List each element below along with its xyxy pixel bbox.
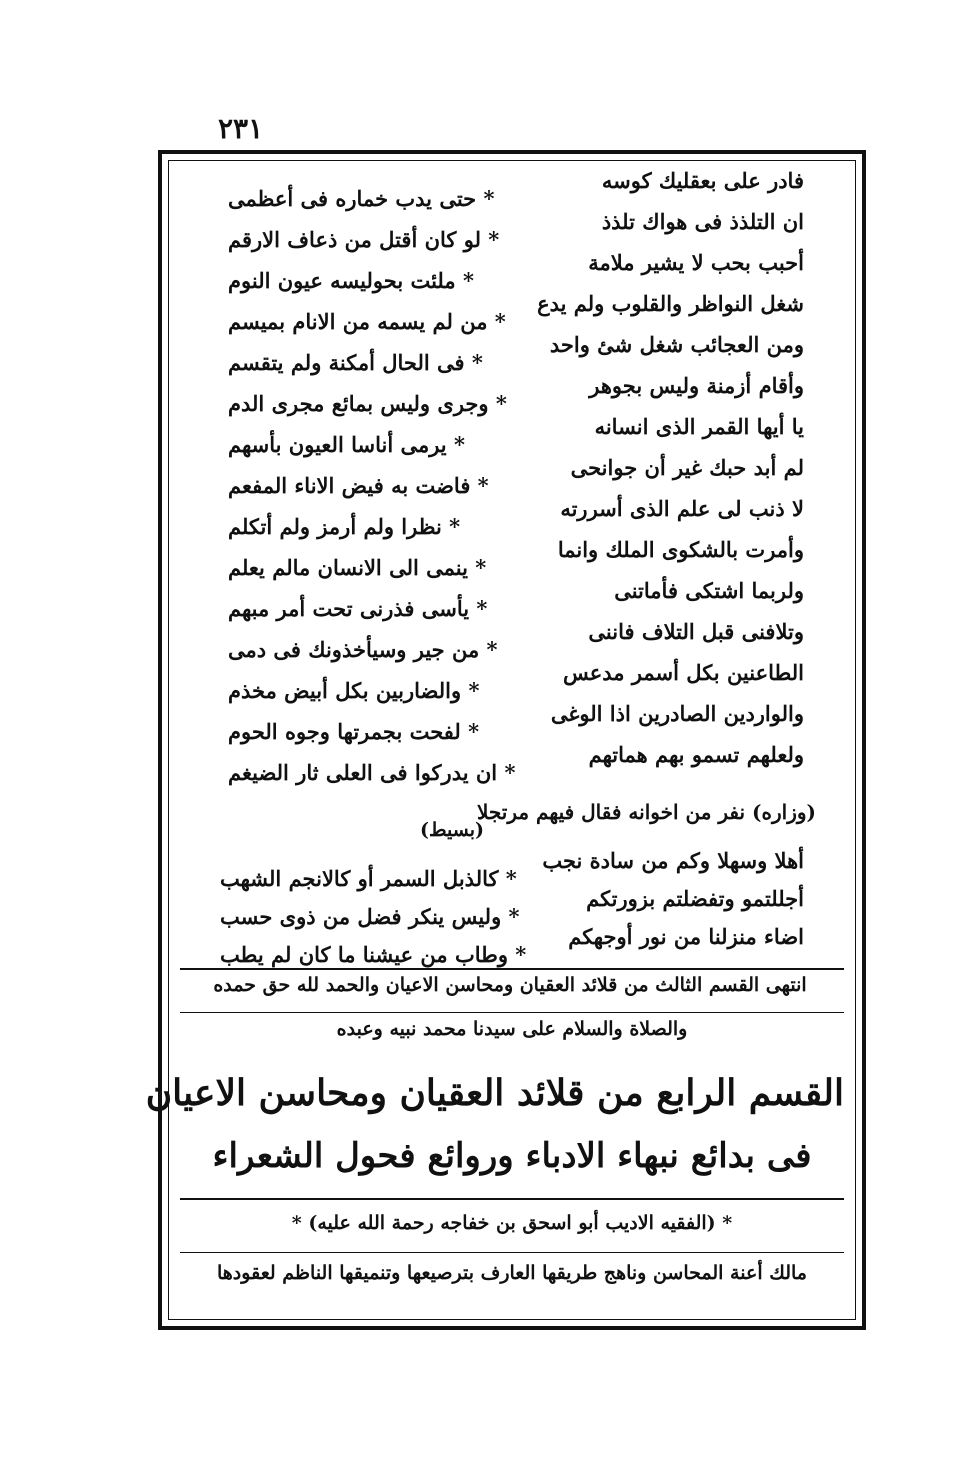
first-hemistich: أجللتمو وتفضلتم بزورتكم: [586, 886, 804, 911]
second-hemistich: * لو كان أقتل من ذعاف الارقم: [228, 229, 499, 250]
first-hemistich: لا ذنب لى علم الذى أسررته: [560, 496, 804, 521]
couplet: [228, 539, 804, 580]
second-hemistich: * لفحت بجمرتها وجوه الحوم: [228, 721, 479, 742]
first-hemistich: الطاعنين بكل أسمر مدعس: [562, 660, 804, 685]
first-hemistich: وتلافنى قبل التلاف فاننى: [588, 619, 804, 644]
divider-rule-top: [180, 968, 844, 970]
first-hemistich: وأمرت بالشكوى الملك وانما: [557, 537, 804, 562]
meter-label: (بسيط): [420, 819, 484, 841]
second-hemistich: * والضاربين بكل أبيض مخذم: [228, 680, 479, 701]
closing-line-2: والصلاة والسلام على سيدنا محمد نبيه وعبده: [336, 1018, 688, 1040]
couplet: [228, 662, 804, 703]
couplet: [220, 886, 804, 929]
first-hemistich: ولربما اشتكى فأماتنى: [614, 578, 804, 603]
couplet: [228, 170, 804, 211]
first-hemistich: ولعلهم تسمو بهم هماتهم: [588, 742, 804, 767]
first-hemistich: أحبب بحب لا يشير ملامة: [588, 250, 804, 275]
second-hemistich: * ملئت بحوليسه عيون النوم: [228, 270, 474, 291]
closing-line-1: انتهى القسم الثالث من قلائد العقيان ومحاسن الاعيان والحمد لله حق حمده: [213, 974, 807, 996]
biography-title: * (الفقيه الاديب أبو اسحق بن خفاجه رحمة الله عليه) *: [291, 1212, 733, 1234]
couplet: [228, 703, 804, 744]
intro-line: (وزاره) نفر من اخوانه فقال فيهم مرتجلا: [476, 800, 816, 824]
first-hemistich: وأقام أزمنة وليس بجوهر: [589, 373, 804, 398]
second-hemistich: * من جير وسيأخذونك فى دمى: [228, 639, 498, 660]
couplet: [228, 580, 804, 621]
poem-two: [220, 848, 804, 967]
couplet: [228, 252, 804, 293]
second-hemistich: * حتى يدب خماره فى أعظمى: [228, 188, 494, 209]
divider-rule-bottom: [180, 1198, 844, 1200]
second-hemistich: * فاضت به فيض الاناء المفعم: [228, 475, 489, 496]
first-hemistich: والواردين الصادرين اذا الوغى: [550, 701, 804, 726]
second-hemistich: * يأسى فذرنى تحت أمر مبهم: [228, 598, 487, 619]
poem-one: [228, 170, 804, 785]
first-hemistich: ومن العجائب شغل شئ واحد: [549, 332, 804, 357]
second-hemistich: * من لم يسمه من الانام بميسم: [228, 311, 506, 332]
first-hemistich: اضاء منزلنا من نور أوجهكم: [568, 924, 804, 949]
section-heading-line-1: القسم الرابع من قلائد العقيان ومحاسن الاعيان: [145, 1072, 844, 1114]
couplet: [220, 848, 804, 891]
divider-rule-middle: [180, 1012, 844, 1013]
biography-first-line: مالك أعنة المحاسن وناهج طريقها العارف بترصيعها وتنميقها الناظم لعقودها: [217, 1262, 807, 1284]
first-hemistich: يا أيها القمر الذى انسانه: [594, 414, 804, 439]
couplet: [228, 416, 804, 457]
first-hemistich: لم أبد حبك غير أن جوانحى: [570, 455, 804, 480]
page-content: [145, 168, 844, 1318]
second-hemistich: * وطاب من عيشنا ما كان لم يطب: [220, 944, 526, 965]
couplet: [228, 457, 804, 498]
second-hemistich: * وجرى وليس بمائع مجرى الدم: [228, 393, 507, 414]
first-hemistich: ان التلذذ فى هواك تلذذ: [601, 209, 804, 234]
divider-rule-prose: [180, 1252, 844, 1253]
couplet: [228, 375, 804, 416]
couplet: [228, 621, 804, 662]
second-hemistich: * كالذبل السمر أو كالانجم الشهب: [220, 868, 517, 889]
couplet: [228, 334, 804, 375]
couplet: [228, 744, 804, 785]
second-hemistich: * ينمى الى الانسان مالم يعلم: [228, 557, 486, 578]
second-hemistich: * نظرا ولم أرمز ولم أتكلم: [228, 516, 460, 537]
couplet: [228, 498, 804, 539]
page-number: ٢٣١: [218, 112, 264, 145]
couplet: [220, 924, 804, 967]
second-hemistich: * فى الحال أمكنة ولم يتقسم: [228, 352, 483, 373]
couplet: [228, 211, 804, 252]
first-hemistich: أهلا وسهلا وكم من سادة نجب: [542, 848, 804, 873]
second-hemistich: * ان يدركوا فى العلى ثار الضيغم: [228, 762, 515, 783]
section-heading-line-2: فى بدائع نبهاء الادباء وروائع فحول الشعراء: [212, 1136, 812, 1176]
second-hemistich: * يرمى أناسا العيون بأسهم: [228, 434, 465, 455]
couplet: [228, 293, 804, 334]
first-hemistich: فادر على بعقليك كوسه: [601, 168, 804, 193]
first-hemistich: شغل النواظر والقلوب ولم يدع: [537, 291, 804, 316]
second-hemistich: * وليس ينكر فضل من ذوى حسب: [220, 906, 520, 927]
